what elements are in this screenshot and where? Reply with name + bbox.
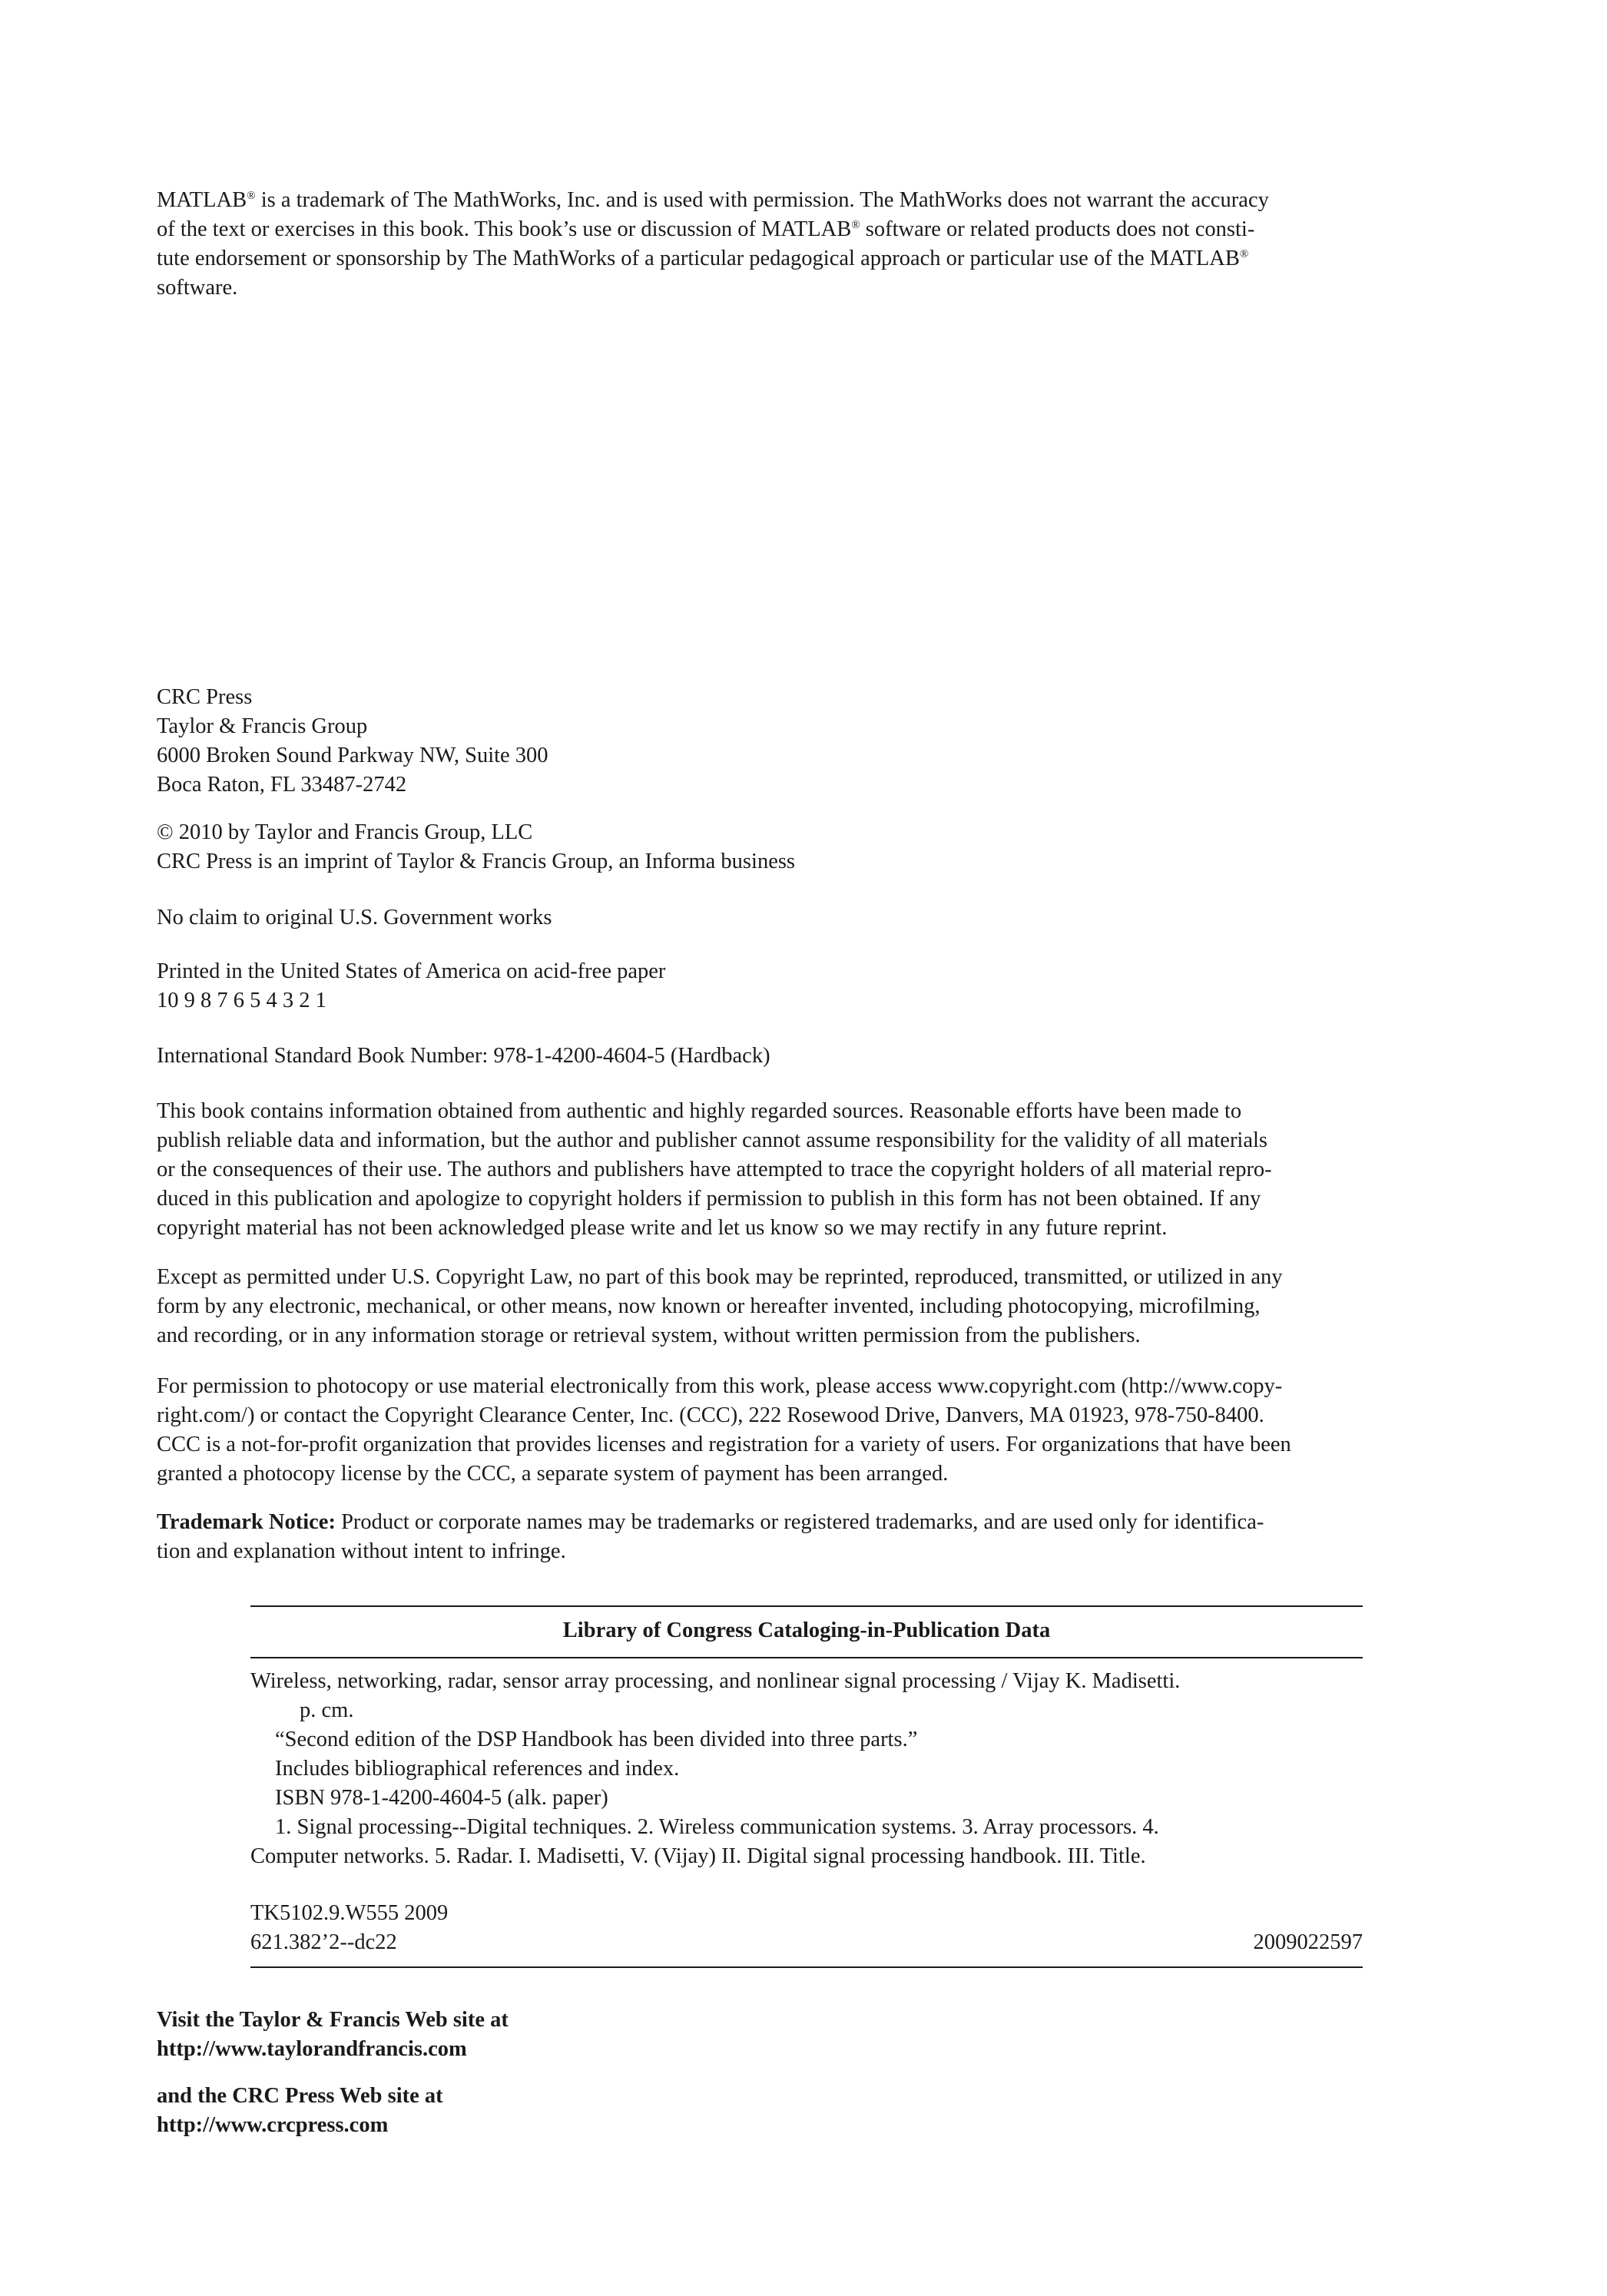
cip-top-rule bbox=[250, 1605, 1363, 1607]
publisher-group: Taylor & Francis Group bbox=[157, 714, 368, 738]
copyright-law-line: form by any electronic, mechanical, or other means, now known or hereafter invented, including photocopying, microfilming, bbox=[157, 1294, 1261, 1318]
lccn-number: 2009022597 bbox=[1253, 1930, 1363, 1954]
sources-line: publish reliable data and information, but the author and publisher cannot assume responsibility for the validity of all materials bbox=[157, 1128, 1268, 1152]
matlab-line-2: of the text or exercises in this book. This book’s use or discussion of MATLAB® software or related products does not consti- bbox=[157, 217, 1255, 241]
trademark-label: Trademark Notice: bbox=[157, 1510, 336, 1534]
cip-note: “Second edition of the DSP Handbook has been divided into three parts.” bbox=[275, 1728, 918, 1751]
copyright-law-line: Except as permitted under U.S. Copyright Law, no part of this book may be reprinted, reproduced, transmitted, or utilized in any bbox=[157, 1265, 1283, 1289]
cip-classification bbox=[250, 1899, 1363, 1957]
crc-website bbox=[157, 2082, 1456, 2140]
matlab-line-3: tute endorsement or sponsorship by The MathWorks of a particular pedagogical approach or particular use of the MATLAB® bbox=[157, 247, 1249, 270]
publisher-street: 6000 Broken Sound Parkway NW, Suite 300 bbox=[157, 744, 548, 767]
no-claim-text: No claim to original U.S. Government works bbox=[157, 906, 552, 929]
permission-paragraph bbox=[157, 1372, 1456, 1489]
publisher-name: CRC Press bbox=[157, 685, 253, 709]
lc-class: TK5102.9.W555 2009 bbox=[250, 1901, 449, 1925]
trademark-notice bbox=[157, 1508, 1456, 1566]
copyright-law-paragraph bbox=[157, 1263, 1456, 1350]
cip-subjects: Computer networks. 5. Radar. I. Madisetti, V. (Vijay) II. Digital signal processing handbook. III. Title. bbox=[250, 1844, 1146, 1868]
cip-title-rule bbox=[250, 1657, 1363, 1658]
permission-line: right.com/) or contact the Copyright Clearance Center, Inc. (CCC), 222 Rosewood Drive, Danvers, MA 01923, 978-750-8400. bbox=[157, 1403, 1264, 1427]
permission-line: granted a photocopy license by the CCC, a separate system of payment has been arranged. bbox=[157, 1462, 949, 1486]
isbn-line: International Standard Book Number: 978-1-4200-4604-5 (Hardback) bbox=[157, 1044, 770, 1068]
cip-pcm: p. cm. bbox=[300, 1698, 354, 1722]
matlab-line-4: software. bbox=[157, 276, 238, 300]
trademark-line-2: tion and explanation without intent to infringe. bbox=[157, 1539, 566, 1563]
imprint-line: CRC Press is an imprint of Taylor & Francis Group, an Informa business bbox=[157, 850, 796, 873]
dewey-number: 621.382’2--dc22 bbox=[250, 1930, 397, 1954]
matlab-line-1: MATLAB® is a trademark of The MathWorks, Inc. and is used with permission. The MathWorks does not warrant the accuracy bbox=[157, 188, 1269, 212]
trademark-line-1: Trademark Notice: Product or corporate names may be trademarks or registered trademarks, and are used only for identifica- bbox=[157, 1510, 1264, 1534]
tf-website-label: Visit the Taylor & Francis Web site at bbox=[157, 2008, 509, 2032]
tf-website-link[interactable]: http://www.taylorandfrancis.com bbox=[157, 2037, 467, 2061]
crc-website-link[interactable]: http://www.crcpress.com bbox=[157, 2113, 389, 2137]
cip-main-entry: Wireless, networking, radar, sensor array processing, and nonlinear signal processing / Vijay K. Madisetti. bbox=[250, 1669, 1181, 1693]
sources-line: copyright material has not been acknowledged please write and let us know so we may rectify in any future reprint. bbox=[157, 1216, 1168, 1240]
matlab-trademark-notice bbox=[157, 186, 1456, 303]
publisher-address bbox=[157, 683, 1456, 800]
sources-paragraph bbox=[157, 1097, 1456, 1243]
printed-info bbox=[157, 957, 1456, 1015]
cip-bottom-rule bbox=[250, 1966, 1363, 1968]
printed-line: Printed in the United States of America on acid-free paper bbox=[157, 959, 666, 983]
permission-line: For permission to photocopy or use material electronically from this work, please access www.copyright.com (http://www.copy- bbox=[157, 1374, 1283, 1398]
cip-isbn: ISBN 978-1-4200-4604-5 (alk. paper) bbox=[275, 1786, 608, 1810]
cip-subjects: 1. Signal processing--Digital techniques. 2. Wireless communication systems. 3. Array processors. 4. bbox=[275, 1815, 1159, 1839]
tf-website bbox=[157, 2006, 1456, 2064]
no-claim-line bbox=[157, 903, 1456, 933]
publisher-city: Boca Raton, FL 33487-2742 bbox=[157, 773, 407, 797]
cip-title: Library of Congress Cataloging-in-Publication Data bbox=[562, 1618, 1051, 1642]
crc-website-label: and the CRC Press Web site at bbox=[157, 2084, 443, 2108]
cip-note: Includes bibliographical references and index. bbox=[275, 1757, 680, 1781]
copyright-notice bbox=[157, 818, 1456, 876]
copyright-line: © 2010 by Taylor and Francis Group, LLC bbox=[157, 820, 533, 844]
isbn-info bbox=[157, 1042, 1456, 1071]
sources-line: duced in this publication and apologize to copyright holders if permission to publish in this form has not been obtained. If any bbox=[157, 1187, 1261, 1211]
sources-line: This book contains information obtained from authentic and highly regarded sources. Reasonable efforts have been made to bbox=[157, 1099, 1242, 1123]
dewey-row bbox=[250, 1928, 1363, 1957]
permission-line: CCC is a not-for-profit organization that provides licenses and registration for a variety of users. For organizations that have been bbox=[157, 1433, 1291, 1456]
copyright-law-line: and recording, or in any information storage or retrieval system, without written permission from the publishers. bbox=[157, 1324, 1141, 1347]
sources-line: or the consequences of their use. The authors and publishers have attempted to trace the copyright holders of all material repro- bbox=[157, 1158, 1272, 1181]
cip-entry bbox=[250, 1667, 1363, 1871]
print-run-line: 10 9 8 7 6 5 4 3 2 1 bbox=[157, 989, 326, 1012]
